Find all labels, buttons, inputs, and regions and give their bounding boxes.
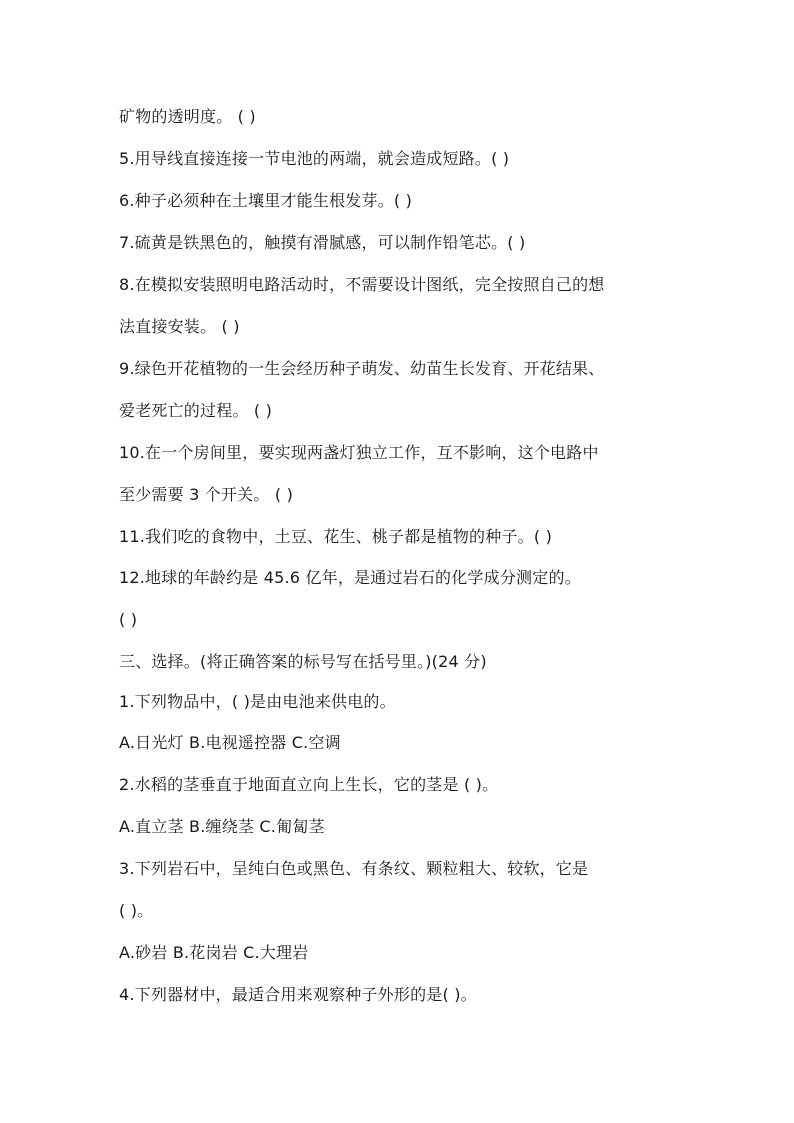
- choice-question-1: 1.下列物品中，( )是由电池来供电的。: [119, 692, 396, 711]
- question-9-cont: 爱老死亡的过程。 ( ): [119, 401, 273, 420]
- question-8-cont: 法直接安装。 ( ): [119, 317, 240, 336]
- question-10: 10.在一个房间里，要实现两盏灯独立工作，互不影响，这个电路中: [119, 443, 599, 462]
- choice-question-3-cont: ( )。: [119, 901, 154, 920]
- choice-question-2: 2.水稻的茎垂直于地面直立向上生长，它的茎是 ( )。: [119, 775, 499, 794]
- question-9: 9.绿色开花植物的一生会经历种子萌发、幼苗生长发育、开花结果、: [119, 359, 605, 378]
- question-7: 7.硫黄是铁黑色的，触摸有滑腻感，可以制作铅笔芯。( ): [119, 233, 526, 252]
- choice-question-3: 3.下列岩石中，呈纯白色或黑色、有条纹、颗粒粗大、较软，它是: [119, 859, 589, 878]
- question-10-cont: 至少需要 3 个开关。 ( ): [119, 485, 294, 504]
- choice-options-2: A.直立茎 B.缠绕茎 C.匍匐茎: [119, 817, 325, 836]
- section-heading-choice: 三、选择。(将正确答案的标号写在括号里。)(24 分): [119, 652, 487, 671]
- question-12-cont: ( ): [119, 610, 138, 629]
- question-5: 5.用导线直接连接一节电池的两端，就会造成短路。( ): [119, 149, 510, 168]
- question-11: 11.我们吃的食物中，土豆、花生、桃子都是植物的种子。( ): [119, 527, 553, 546]
- choice-question-4: 4.下列器材中，最适合用来观察种子外形的是( )。: [119, 985, 477, 1004]
- question-12: 12.地球的年龄约是 45.6 亿年，是通过岩石的化学成分测定的。: [119, 568, 581, 587]
- question-6: 6.种子必须种在土壤里才能生根发芽。( ): [119, 191, 413, 210]
- question-8: 8.在模拟安装照明电路活动时，不需要设计图纸，完全按照自己的想: [119, 275, 605, 294]
- text-line-transparency-cont: 矿物的透明度。 ( ): [119, 107, 256, 126]
- choice-options-3: A.砂岩 B.花岗岩 C.大理岩: [119, 943, 309, 962]
- choice-options-1: A.日光灯 B.电视遥控器 C.空调: [119, 733, 341, 752]
